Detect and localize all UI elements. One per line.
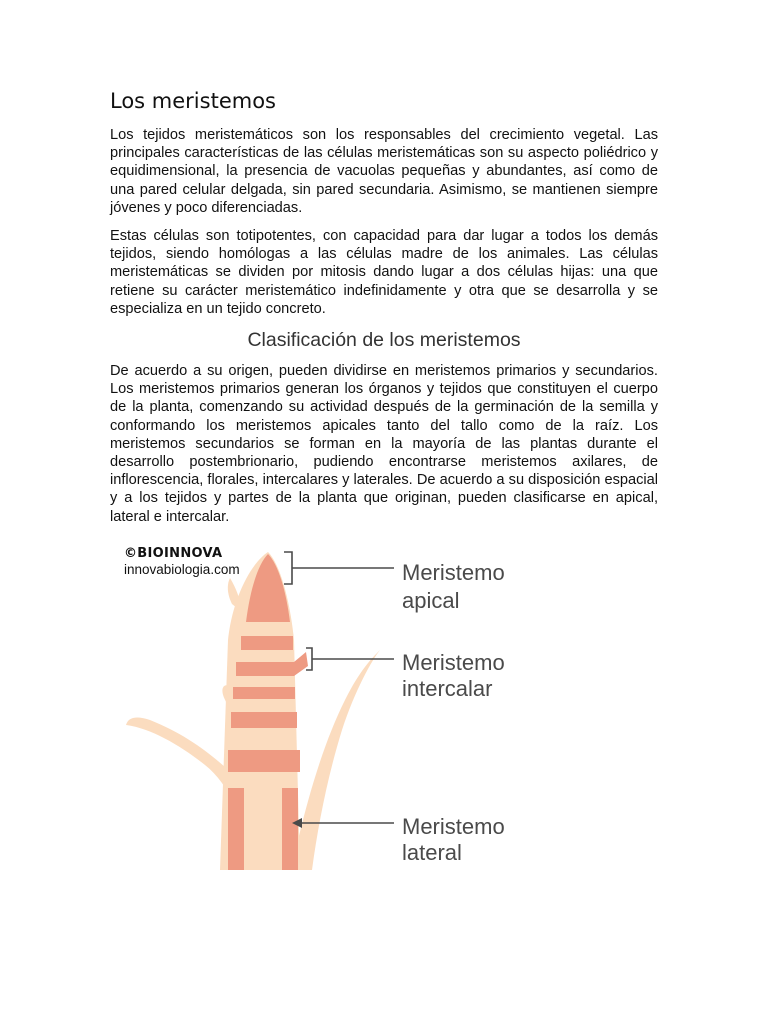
lateral-meristem-right xyxy=(282,788,298,870)
section-title: Clasificación de los meristemos xyxy=(247,329,521,351)
paragraph-classification: De acuerdo a su origen, pueden dividirse en meristemos primarios y secundarios. Los meristemos primarios generan los órganos y tejidos que constituyen el cuerpo de la planta, comenzando su actividad después de la germinación de la semilla y conformando los meristemos apicales tanto del tallo como de la raíz. Los meristemos secundarios se forman en la mayoría de las plantas durante el desarrollo postembrionario, pudiendo encontrarse meristemos axilares, de inflorescencia, florales, intercalares y laterales. De acuerdo a su disposición espacial y a los tejidos y partes de la planta que originan, pueden clasificarse en apical, lateral e intercalar. xyxy=(110,363,658,525)
brand-logo: ©BIOINNOVA xyxy=(124,546,223,561)
lateral-label-line1: Meristemo xyxy=(402,814,505,839)
meristem-band xyxy=(228,750,300,772)
apical-pointer xyxy=(284,552,394,584)
brand-website: innovabiologia.com xyxy=(124,562,240,577)
meristem-diagram-svg xyxy=(110,540,550,880)
meristem-band xyxy=(241,636,293,650)
right-leaf xyxy=(298,650,380,870)
lateral-meristem-left xyxy=(228,788,244,870)
intercalar-leaf-base xyxy=(294,652,308,676)
intercalar-band xyxy=(236,662,294,676)
paragraph-intro: Los tejidos meristemáticos son los responsables del crecimiento vegetal. Las principales características de las células meristemáticas son su aspecto poliédrico y equidimensional, la presencia de vacuolas pequeñas y abundantes, así como de una pared celular delgada, sin pared secundaria. Asimismo, se mantienen siempre jóvenes y poco diferenciadas. xyxy=(110,127,658,216)
meristem-diagram xyxy=(110,540,550,880)
apical-label-line2: apical xyxy=(402,588,460,613)
meristem-band xyxy=(233,687,295,699)
meristem-band xyxy=(231,712,297,728)
intercalar-pointer xyxy=(306,648,394,670)
lateral-label-line2: lateral xyxy=(402,840,462,865)
intercalar-label-line1: Meristemo xyxy=(402,650,505,675)
paragraph-totipotent: Estas células son totipotentes, con capacidad para dar lugar a todos los demás tejidos, siendo homólogas a las células madre de los animales. Las células meristemáticas se dividen por mitosis dando lugar a dos células hijas: una que retiene su carácter meristemático indefinidamente y otra que se desarrolla y se especializa en un tejido concreto. xyxy=(110,228,658,317)
page-title: Los meristemos xyxy=(110,89,276,113)
apical-meristem xyxy=(246,554,290,622)
apical-label-line1: Meristemo xyxy=(402,560,505,585)
intercalar-label-line2: intercalar xyxy=(402,676,493,701)
